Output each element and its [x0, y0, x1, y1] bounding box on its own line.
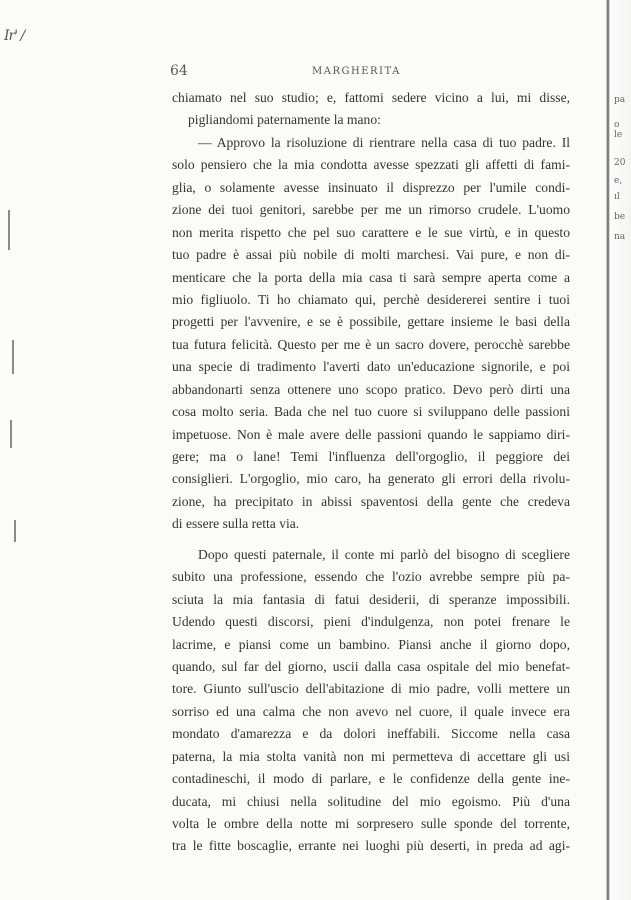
text-line: zione dei tuoi genitori, sarebbe per me un rimorso crudele. L'uomo [172, 202, 570, 218]
text-line: progetti per l'avvenire, e se è possibile, gettare insieme le basi della [172, 314, 570, 330]
text-line: tuo padre è assai più nobile di molti marchesi. Vai pure, e non di- [172, 247, 570, 263]
text-line: contadineschi, il modo di parlare, e le confidenze della gente ine- [172, 771, 570, 787]
text-line: consiglieri. L'orgoglio, mio caro, ha generato gli errori della rivolu- [172, 471, 570, 487]
text-line: sorriso ed una calma che non avevo nel cuore, il quale invece era [172, 703, 570, 719]
text-line: chiamato nel suo studio; e, fattomi sedere vicino a lui, mi disse, [172, 90, 570, 105]
edge-text: o [614, 120, 620, 130]
scan-mark [12, 340, 14, 374]
edge-text: be [614, 212, 626, 222]
text-line: di essere sulla retta via. [172, 516, 300, 532]
text-line: Udendo questi discorsi, pieni d'indulgenza, non potei frenare le [172, 614, 570, 630]
text-line: subito una professione, essendo che l'ozio avrebbe sempre più pa- [172, 569, 570, 585]
scan-mark [14, 520, 16, 542]
corner-pencil-mark: Ir' / [4, 28, 25, 44]
running-head: MARGHERITA [312, 66, 401, 77]
text-line: paterna, la mia stolta vanità non mi permetteva di accettare gli usi [172, 748, 570, 764]
text-line: pigliandomi paternamente la mano: [188, 112, 381, 128]
text-line: tua futura felicità. Questo per me è un sacro dovere, perocchè sarebbe [172, 336, 570, 352]
scan-mark [10, 420, 12, 448]
text-line: solo pensiero che la mia condotta avesse spezzati gli affetti di fami- [172, 157, 570, 173]
text-line: tra le fitte boscaglie, errante nei luoghi più deserti, in preda ad agi- [172, 838, 570, 854]
text-line: una specie di tradimento l'averti dato un'educazione signorile, e poi [172, 359, 570, 375]
text-line: menticare che la porta della mia casa ti sarà sempre aperta come a [172, 269, 570, 285]
text-line: lacrime, e piansi come un bambino. Piansi anche il giorno dopo, [172, 636, 570, 652]
text-line: zione, ha precipitato in abissi spaventosi della gente che credeva [172, 493, 570, 509]
text-line: impetuose. Non è male avere delle passioni quando le sappiamo diri- [172, 426, 570, 442]
edge-text: 20 [614, 158, 626, 168]
text-line: gere; ma o lane! Temi l'influenza dell'orgoglio, il peggiore dei [172, 449, 570, 464]
page-number: 64 [170, 63, 188, 79]
edge-text: na [614, 232, 626, 242]
text-line: abbandonarti senza ottenere uno scopo pratico. Devo però dirti una [172, 381, 570, 397]
text-line: sciuta la mia fantasia di fatui desiderii, di speranze impossibili. [172, 591, 570, 607]
text-line: tore. Giunto sull'uscio dell'abitazione di mio padre, volli mettere un [172, 681, 570, 697]
text-line: mondato d'amarezza e da dolori ineffabili. Siccome nella casa [172, 726, 570, 742]
text-line: non merita rispetto che pel suo carattere e le sue virtù, e in questo [172, 224, 570, 240]
scan-mark [8, 210, 10, 250]
text-line: — Approvo la risoluzione di rientrare nella casa di tuo padre. Il [198, 134, 570, 150]
body-text [172, 87, 570, 858]
text-line: quando, sul far del giorno, uscii dalla casa ospitale del mio benefat- [172, 658, 570, 674]
text-line: volta le ombre della notte mi sorpresero sulle sponde del torrente, [172, 816, 570, 831]
edge-text: le [614, 130, 623, 140]
text-line: Dopo questi paternale, il conte mi parlò del bisogno di scegliere [198, 546, 570, 562]
edge-text: e, [614, 176, 623, 186]
text-line: mio figliuolo. Ti ho chiamato qui, perchè desidererei sentire i tuoi [172, 291, 570, 307]
edge-text: pa [614, 95, 626, 105]
text-line: glia, o solamente avesse insinuato il disprezzo per l'umile condi- [172, 179, 570, 195]
edge-text: ıl [614, 192, 620, 202]
text-line: ducata, mi chiusi nella solitudine del mio egoismo. Più d'una [172, 793, 570, 809]
text-line: cosa molto seria. Bada che nel tuo cuore si sviluppano delle passioni [172, 404, 570, 420]
